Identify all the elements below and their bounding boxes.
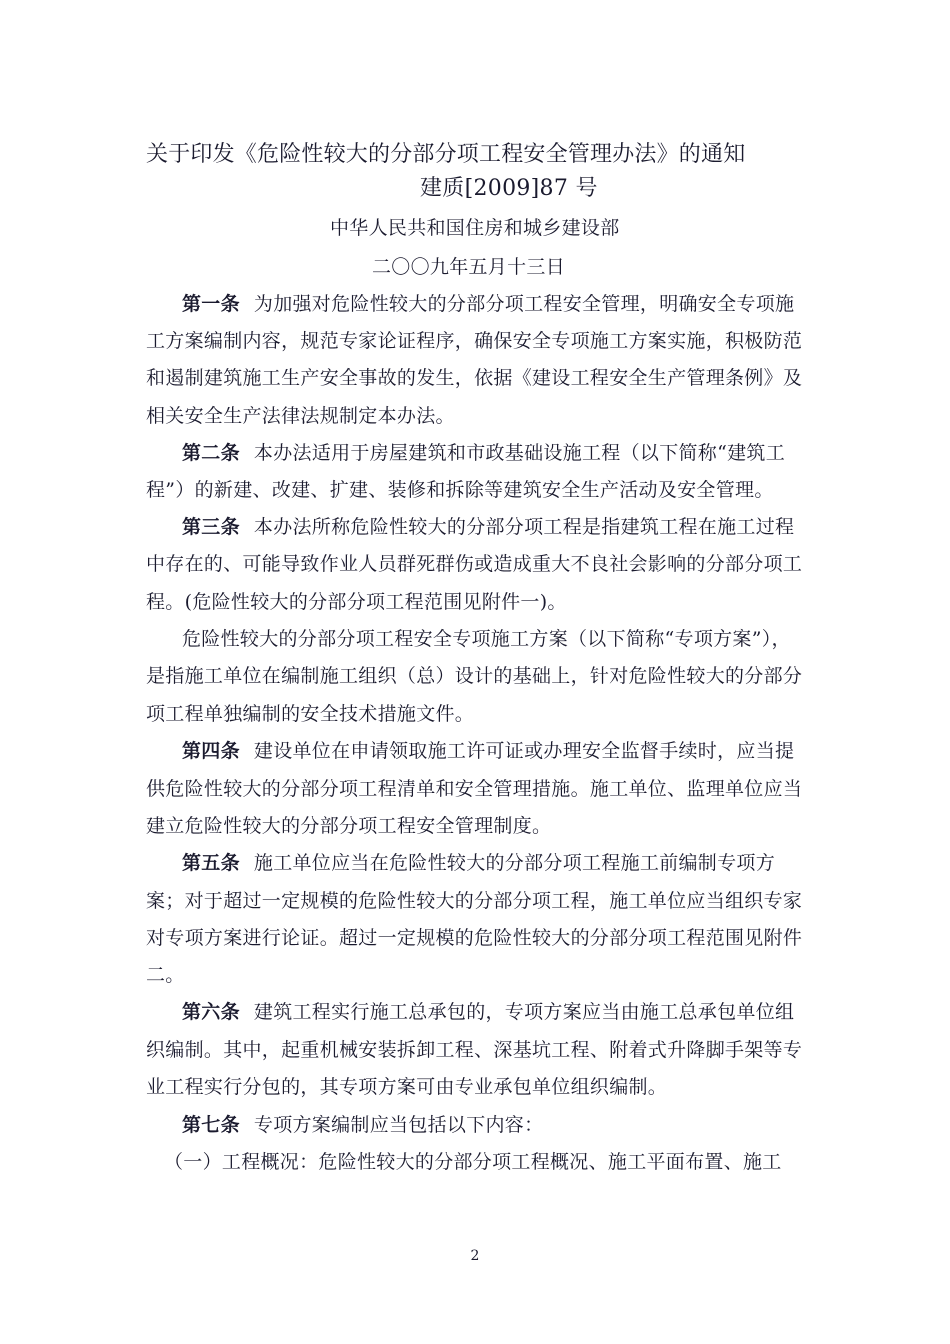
item-1-line-1: （一）工程概况：危险性较大的分部分项工程概况、施工平面布置、施工 bbox=[164, 1151, 782, 1173]
paragraph-special-plan-line-2: 是指施工单位在编制施工组织（总）设计的基础上，针对危险性较大的分部分 bbox=[146, 665, 803, 687]
article-6-line-2: 织编制。其中，起重机械安装拆卸工程、深基坑工程、附着式升降脚手架等专 bbox=[146, 1039, 803, 1061]
article-6-line-3: 业工程实行分包的，其专项方案可由专业承包单位组织编制。 bbox=[146, 1076, 668, 1098]
article-text: 为加强对危险性较大的分部分项工程安全管理，明确安全专项施 bbox=[253, 293, 795, 315]
article-text: 建筑工程实行施工总承包的，专项方案应当由施工总承包单位组 bbox=[253, 1001, 795, 1023]
article-text: 建设单位在申请领取施工许可证或办理安全监督手续时，应当提 bbox=[253, 740, 795, 762]
article-text: 专项方案编制应当包括以下内容： bbox=[253, 1114, 544, 1136]
article-1-line-4: 相关安全生产法律法规制定本办法。 bbox=[146, 405, 455, 427]
article-label: 第七条 bbox=[182, 1114, 240, 1136]
document-title: 关于印发《危险性较大的分部分项工程安全管理办法》的通知 bbox=[146, 142, 746, 167]
article-4-line-3: 建立危险性较大的分部分项工程安全管理制度。 bbox=[146, 815, 552, 837]
article-4-line-1 bbox=[182, 739, 794, 763]
article-5-line-3: 对专项方案进行论证。超过一定规模的危险性较大的分部分项工程范围见附件 bbox=[146, 927, 803, 949]
article-label: 第四条 bbox=[182, 740, 240, 762]
article-text: 施工单位应当在危险性较大的分部分项工程施工前编制专项方 bbox=[253, 852, 776, 874]
article-2-line-1 bbox=[182, 441, 785, 465]
paragraph-special-plan-line-1: 危险性较大的分部分项工程安全专项施工方案（以下简称“专项方案”）， bbox=[182, 628, 791, 650]
article-1-line-1 bbox=[182, 292, 794, 316]
article-3-line-1 bbox=[182, 515, 794, 539]
article-label: 第六条 bbox=[182, 1001, 240, 1023]
article-label: 第一条 bbox=[182, 293, 240, 315]
article-7-line-1 bbox=[182, 1113, 543, 1137]
document-number: 建质[2009]87 号 bbox=[420, 176, 598, 201]
article-1-line-2: 工方案编制内容，规范专家论证程序，确保安全专项施工方案实施，积极防范 bbox=[146, 330, 803, 352]
article-5-line-4: 二。 bbox=[146, 964, 185, 986]
article-1-line-3: 和遏制建筑施工生产安全事故的发生，依据《建设工程安全生产管理条例》及 bbox=[146, 367, 803, 389]
paragraph-special-plan-line-3: 项工程单独编制的安全技术措施文件。 bbox=[146, 703, 475, 725]
article-3-line-3: 程。(危险性较大的分部分项工程范围见附件一)。 bbox=[146, 591, 567, 613]
article-label: 第三条 bbox=[182, 516, 240, 538]
article-6-line-1 bbox=[182, 1000, 794, 1024]
article-text: 本办法所称危险性较大的分部分项工程是指建筑工程在施工过程 bbox=[253, 516, 795, 538]
article-3-line-2: 中存在的、可能导致作业人员群死群伤或造成重大不良社会影响的分部分项工 bbox=[146, 553, 803, 575]
article-4-line-2: 供危险性较大的分部分项工程清单和安全管理措施。施工单位、监理单位应当 bbox=[146, 778, 803, 800]
article-label: 第五条 bbox=[182, 852, 240, 874]
article-5-line-2: 案；对于超过一定规模的危险性较大的分部分项工程，施工单位应当组织专家 bbox=[146, 890, 803, 912]
issuer: 中华人民共和国住房和城乡建设部 bbox=[330, 217, 620, 239]
article-5-line-1 bbox=[182, 851, 775, 875]
article-label: 第二条 bbox=[182, 442, 240, 464]
page-number: 2 bbox=[470, 1248, 480, 1264]
article-2-line-2: 程”）的新建、改建、扩建、装修和拆除等建筑安全生产活动及安全管理。 bbox=[146, 479, 774, 501]
issue-date: 二〇〇九年五月十三日 bbox=[372, 256, 566, 278]
article-text: 本办法适用于房屋建筑和市政基础设施工程（以下简称“建筑工 bbox=[253, 442, 786, 464]
